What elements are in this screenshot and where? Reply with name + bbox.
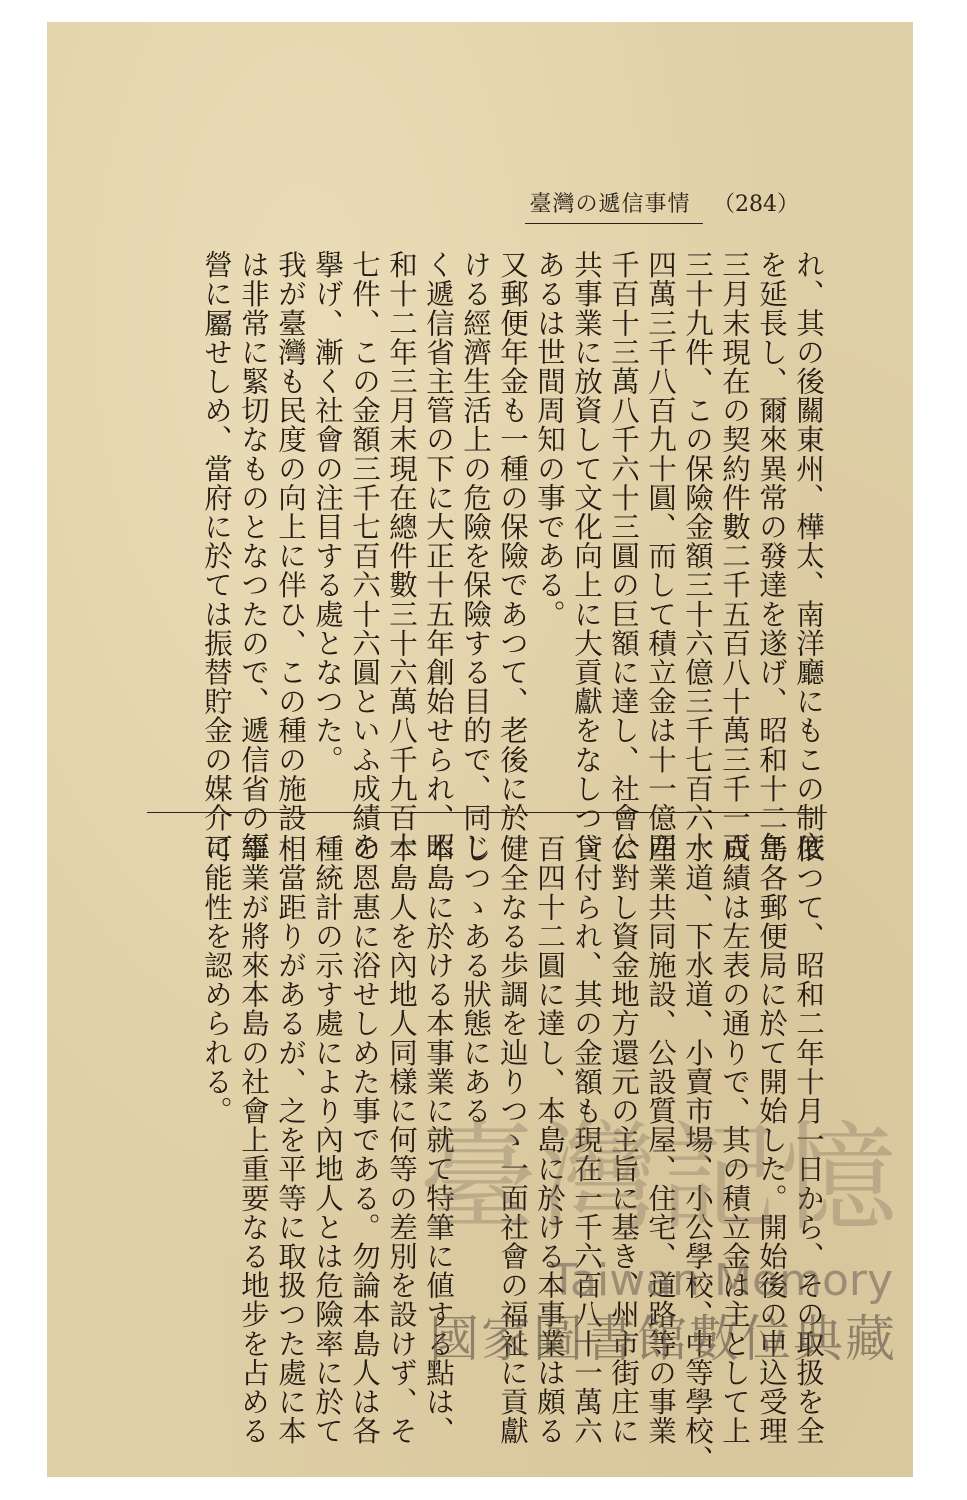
watermark-chinese: 國家圖書館數位典藏 [429, 1310, 897, 1368]
text-column: 又郵便年金も一種の保險であつて、老後に於 [496, 250, 529, 832]
text-column: く遞信省主管の下に大正十五年創始せられ、昭 [422, 250, 455, 862]
section-divider [147, 812, 827, 813]
text-column: 相當距りがあるが、之を平等に取扱つた處に本 [274, 834, 307, 1446]
text-column: ける經濟生活上の危險を保險する目的で、同じ [459, 250, 492, 862]
text-column: しつゝある狀態にある [459, 834, 492, 1125]
watermark-english: Taiwan Memory [550, 1255, 893, 1306]
text-column: 共事業に放資して文化向上に大貢獻をなしつゝ [570, 250, 603, 862]
text-column: 水道、下水道、小賣市場、小公學校、中等學校、 [681, 834, 714, 1475]
text-column: の恩惠に浴せしめた事である。勿論本島人は各 [348, 834, 381, 1446]
running-header [525, 190, 815, 224]
text-column: は非常に緊切なものとなつたので、遞信省の經 [237, 250, 270, 862]
text-column: 營に屬せしめ、當府に於ては振替貯金の媒介に [200, 250, 233, 862]
text-column: 成績は左表の通りで、其の積立金は主として上 [718, 834, 751, 1446]
text-column: れ、其の後關東州、樺太、南洋廳にもこの制度 [792, 250, 825, 862]
text-column: 和十二年三月末現在總件數三十六萬八千九百十 [385, 250, 418, 862]
text-column: 健全なる歩調を辿りつゝ一面社會の福祉に貢獻 [496, 834, 529, 1446]
watermark-chars: 臺灣記憶 [418, 1109, 899, 1247]
text-column: 我が臺灣も民度の向上に伴ひ、この種の施設 [274, 250, 307, 832]
upper-text-block [147, 250, 827, 862]
text-column: 千百十三萬八千六十三圓の巨額に達し、社會公 [607, 250, 640, 862]
text-column: 七件、この金額三千七百六十六圓といふ成績を [348, 250, 381, 862]
text-column: 島各郵便局に於て開始した。開始後の申込受理 [755, 834, 788, 1446]
text-column: に對し資金地方還元の主旨に基き、州市街庄に [607, 834, 640, 1446]
text-column: 本島人を內地人同樣に何等の差別を設けず、そ [385, 834, 418, 1446]
text-column: 種統計の示す處により內地人とは危險率に於て [311, 834, 344, 1446]
text-column: 事業が將來本島の社會上重要なる地步を占める [237, 834, 270, 1446]
title-underline [525, 223, 703, 224]
running-title: 臺灣の遞信事情 [529, 192, 691, 217]
text-column: 四萬三千八百九十圓、而して積立金は十一億四 [644, 250, 677, 862]
text-column: あるは世間周知の事である。 [533, 250, 566, 629]
text-column: 三十九件、この保險金額三十六億三千七百六十 [681, 250, 714, 862]
page-number: （284） [713, 192, 799, 217]
text-column: 貸付られ、其の金額も現在一千六百八十一萬六 [570, 834, 603, 1446]
text-column: を延長し、爾來異常の發達を遂げ、昭和十二年 [755, 250, 788, 862]
text-column: 依つて、昭和二年十月一日から、その取扱を全 [792, 834, 825, 1446]
text-column: 擧げ、漸く社會の注目する處となつた。 [311, 250, 344, 774]
text-column: 本島に於ける本事業に就て特筆に値する點は、 [422, 834, 455, 1446]
text-column: 産業共同施設、公設質屋、住宅、道路等の事業 [644, 834, 677, 1446]
text-column: 百四十二圓に達し、本島に於ける本事業は頗る [533, 834, 566, 1446]
text-column: 可能性を認められる。 [200, 834, 233, 1125]
library-watermark [418, 1109, 905, 1378]
text-column: 三月末現在の契約件數二千五百八十萬三千一百 [718, 250, 751, 862]
